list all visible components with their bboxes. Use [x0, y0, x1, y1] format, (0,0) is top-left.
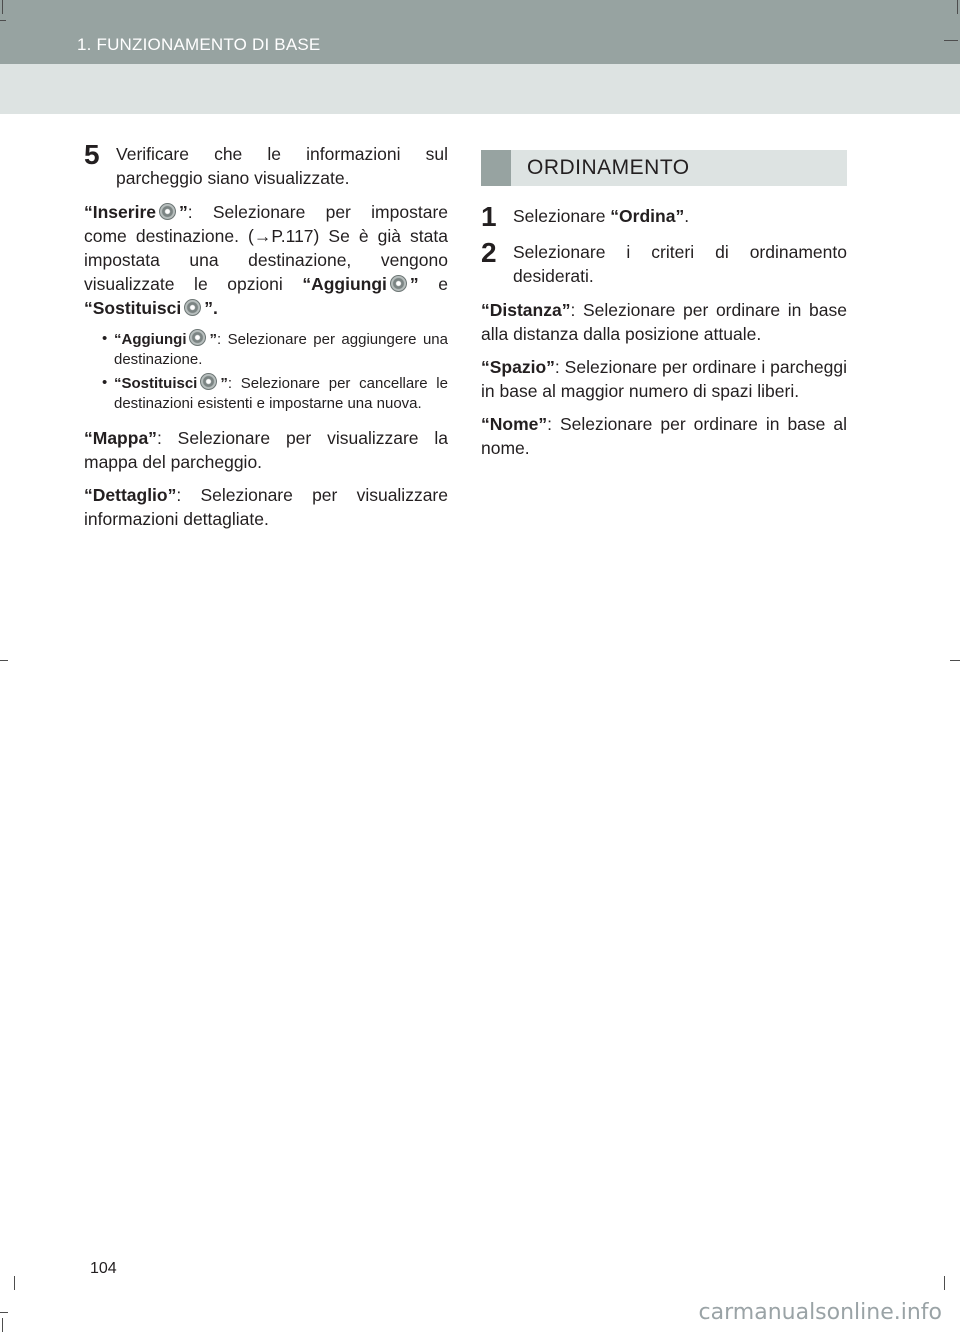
bullet-dot: • [102, 330, 108, 347]
disc-button-icon [200, 373, 217, 390]
crop-mark [950, 660, 960, 661]
step-number: 2 [481, 237, 497, 268]
bullet-dot: • [102, 374, 108, 391]
spazio-term: “Spazio” [481, 357, 555, 377]
quote-close: ” [220, 375, 228, 392]
disc-button-icon [189, 329, 206, 346]
watermark: carmanualsonline.info [698, 1300, 942, 1325]
left-column [84, 139, 448, 540]
conjunction: e [438, 274, 448, 294]
mappa-paragraph [84, 426, 448, 474]
step-text: Verificare che le informazioni sul parcheggio siano visualizzate. [116, 144, 448, 188]
quote-close: ” [178, 202, 188, 222]
crop-mark [957, 0, 958, 14]
distanza-term: “Distanza” [481, 300, 571, 320]
section-title: ORDINAMENTO [511, 150, 847, 186]
crop-mark [944, 1276, 945, 1290]
header-subband [0, 64, 960, 114]
chapter-title: 1. FUNZIONAMENTO DI BASE [77, 35, 321, 54]
bullet-description: : Selezionare per aggiungere una destinazione. [114, 331, 448, 368]
mappa-term: “Mappa” [84, 428, 157, 448]
right-column [481, 142, 847, 469]
spazio-paragraph [481, 355, 847, 403]
ordina-term: “Ordina” [610, 206, 685, 226]
bullet-description: : Selezionare per cancellare le destinazioni esistenti e impostarne una nuova. [114, 375, 448, 412]
bullet-term: “Sostituisci [114, 375, 198, 392]
section-header [481, 150, 847, 186]
disc-button-icon [159, 203, 176, 220]
step-text: Selezionare i criteri di ordinamento desiderati. [513, 242, 847, 286]
step-suffix: . [684, 206, 690, 226]
step-prefix: Selezionare [513, 206, 606, 226]
aggiungi-term: “Aggiungi [302, 274, 387, 294]
crop-mark [0, 660, 8, 661]
crop-mark [0, 20, 6, 21]
nome-description: : Selezionare per ordinare in base al nome. [481, 414, 847, 458]
nome-paragraph [481, 412, 847, 460]
step-1 [481, 201, 847, 232]
disc-button-icon [390, 275, 407, 292]
bullet-term: “Aggiungi [114, 331, 187, 348]
distanza-description: : Selezionare per ordinare in base alla distanza dalla posizione attuale. [481, 300, 847, 344]
crop-mark [2, 1318, 3, 1332]
quote-close-period: ”. [204, 298, 218, 318]
step-5 [84, 139, 448, 190]
step-2 [481, 237, 847, 288]
quote-close: ” [409, 274, 419, 294]
dettaglio-description: : Selezionare per visualizzare informazioni dettagliate. [84, 485, 448, 529]
crop-mark [0, 1312, 8, 1313]
mappa-description: : Selezionare per visualizzare la mappa del parcheggio. [84, 428, 448, 472]
inserire-description: : Selezionare per impostare come destinazione. (→P.117) Se è già stata impostata una destinazione, vengono visualizzate le opzioni [84, 202, 448, 294]
distanza-paragraph [481, 298, 847, 346]
step-number: 5 [84, 139, 100, 170]
crop-mark [14, 1276, 15, 1290]
dettaglio-term: “Dettaglio” [84, 485, 177, 505]
quote-close: ” [209, 331, 217, 348]
nome-term: “Nome” [481, 414, 548, 434]
inserire-paragraph [84, 200, 448, 320]
dettaglio-paragraph [84, 483, 448, 531]
disc-button-icon [184, 299, 201, 316]
inserire-term: “Inserire [84, 202, 156, 222]
bullet-sostituisci [102, 373, 448, 414]
spazio-description: : Selezionare per ordinare i parcheggi in base al maggior numero di spazi liberi. [481, 357, 847, 401]
page-number: 104 [90, 1260, 117, 1277]
section-marker [481, 150, 511, 186]
bullet-aggiungi [102, 329, 448, 370]
crop-mark [944, 40, 958, 41]
step-number: 1 [481, 201, 497, 232]
sostituisci-term: “Sostituisci [84, 298, 182, 318]
crop-mark [2, 0, 3, 14]
